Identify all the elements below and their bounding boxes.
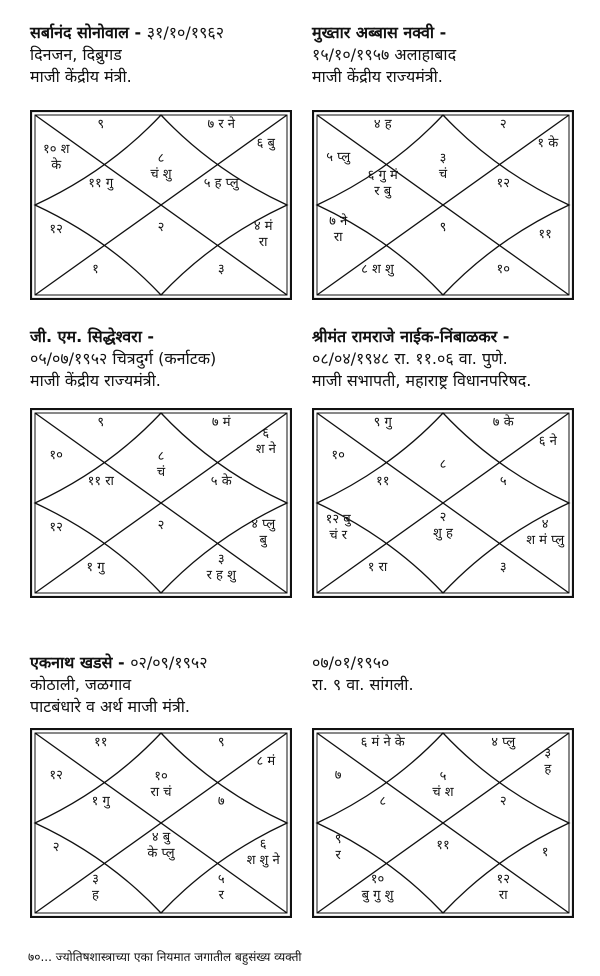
house-text: ७ ने — [329, 213, 348, 229]
house-text: ७ मं — [211, 415, 231, 431]
house-label — [538, 227, 552, 243]
house-text: ४ ह — [373, 117, 392, 133]
header-line-2: रा. ९ वा. सांगली. — [312, 675, 414, 694]
house-label — [251, 517, 275, 549]
house-label — [526, 517, 564, 549]
house-label — [43, 142, 70, 174]
header-line-1 — [30, 326, 320, 348]
house-label — [537, 136, 558, 152]
house-label — [49, 768, 63, 784]
house-planets: चं — [156, 465, 166, 480]
house-planets: रा — [498, 887, 508, 903]
house-label — [218, 262, 225, 278]
house-text: ९ — [97, 415, 105, 431]
house-label — [496, 262, 510, 278]
birth-date: ०७/०१/१९५० — [312, 653, 390, 672]
house-label — [49, 448, 63, 464]
house-label — [500, 794, 507, 810]
house-label — [218, 794, 225, 810]
house-label — [368, 168, 398, 200]
house-label — [212, 415, 231, 431]
house-text: ९ — [439, 219, 447, 235]
house-text: ६ बु — [256, 136, 275, 152]
person-name: जी. एम. सिद्धेश्वरा — [30, 327, 142, 346]
house-text: २ — [157, 219, 165, 235]
house-planets: रा चं — [150, 785, 172, 800]
house-text: १२ — [496, 871, 511, 887]
chart-grid — [30, 408, 292, 598]
house-text: ११ — [538, 227, 552, 243]
house-label — [207, 117, 235, 133]
house-text: ८ — [439, 457, 447, 472]
house-label — [94, 735, 108, 751]
chart-entry — [312, 22, 600, 322]
header-line-2: कोठाली, जळगाव — [30, 675, 132, 694]
house-text: १ — [92, 261, 99, 277]
header-line-1 — [312, 652, 600, 674]
page-footer: ७०... ज्योतिषशास्त्राच्या एका नियमात जगातील बहुसंख्य व्यक्ती — [28, 950, 302, 964]
house-planets: रा — [258, 235, 268, 251]
house-label — [433, 510, 453, 542]
house-planets: रा — [333, 229, 343, 245]
house-label — [158, 518, 165, 534]
header-line-2: ०५/०७/१९५२ चित्रदुर्ग (कर्नाटक) — [30, 349, 217, 368]
house-label — [440, 220, 447, 236]
house-label — [158, 220, 165, 236]
house-label — [496, 176, 510, 192]
header-line-2: १५/१०/१९५७ अलाहाबाद — [312, 45, 457, 64]
house-label — [329, 214, 347, 246]
chart-entry — [312, 652, 600, 952]
house-label — [326, 512, 351, 544]
chart-grid — [30, 110, 292, 300]
house-planets: बु गु शु — [361, 887, 394, 903]
house-text: ९ — [334, 831, 342, 847]
chart-entry — [30, 652, 320, 952]
header-line-3: माजी केंद्रीय मंत्री. — [30, 67, 132, 86]
house-label — [150, 151, 171, 183]
house-planets: श ने — [255, 442, 276, 458]
house-label — [207, 552, 236, 584]
house-label — [368, 560, 388, 576]
house-label — [544, 746, 551, 778]
house-text: २ — [52, 839, 60, 855]
house-label — [211, 474, 232, 490]
name-dash: - — [112, 653, 131, 672]
header-line-1 — [312, 22, 600, 44]
horoscope-chart — [30, 408, 292, 598]
birth-date: ३१/१०/१९६२ — [146, 23, 225, 42]
person-name: एकनाथ खडसे — [30, 653, 113, 672]
chart-entry — [312, 326, 600, 626]
house-label — [335, 768, 342, 784]
house-label — [88, 176, 113, 192]
house-label — [361, 735, 405, 751]
house-text: ३ — [499, 559, 507, 575]
house-text: ११ — [375, 474, 390, 490]
house-text: ७ के — [492, 415, 514, 431]
house-planets: र — [335, 847, 341, 863]
house-text: ५ ह प्लु — [203, 176, 239, 192]
name-dash: - — [141, 327, 155, 346]
house-planets: चं — [438, 167, 448, 182]
house-label — [92, 872, 99, 904]
house-text: ९ गु — [373, 415, 392, 431]
house-label — [254, 219, 273, 251]
entry-header — [312, 22, 600, 88]
chart-grid — [312, 728, 574, 918]
house-text: १० — [496, 261, 511, 277]
name-dash: - — [434, 23, 447, 42]
house-text: १२ — [49, 519, 63, 535]
house-label — [204, 176, 239, 192]
house-label — [331, 448, 345, 464]
chart-grid — [312, 110, 574, 300]
house-label — [49, 520, 63, 536]
house-planets: ह — [92, 887, 99, 903]
entry-header — [312, 652, 600, 696]
house-planets: के — [51, 157, 62, 173]
house-label — [53, 840, 60, 856]
person-name: श्रीमंत रामराजे नाईक-निंबाळकर — [312, 327, 498, 346]
house-label — [150, 769, 171, 801]
horoscope-chart — [30, 110, 292, 300]
house-label — [218, 735, 225, 751]
house-text: १० श — [42, 141, 70, 157]
house-label — [326, 150, 350, 166]
house-text: १० — [370, 871, 385, 887]
header-line-3: माजी केंद्रीय राज्यमंत्री. — [30, 371, 161, 390]
house-label — [88, 474, 114, 490]
header-line-1 — [312, 326, 600, 348]
house-text: १० — [49, 447, 63, 463]
house-text: ४ प्लु — [491, 735, 516, 751]
house-label — [97, 117, 104, 133]
house-text: ४ मं — [253, 219, 273, 235]
house-text: १ के — [537, 136, 559, 152]
house-planets: ह — [544, 762, 552, 778]
header-line-3: माजी केंद्रीय राज्यमंत्री. — [312, 67, 443, 86]
house-planets: र बु — [374, 184, 392, 200]
house-label — [361, 262, 394, 278]
house-label — [157, 449, 165, 481]
house-label — [92, 794, 110, 810]
house-label — [440, 457, 447, 473]
house-text: ६ — [262, 426, 270, 442]
house-text: ११ रा — [87, 474, 114, 490]
house-text: ८ — [157, 449, 165, 464]
house-label — [256, 426, 276, 458]
house-text: ६ — [259, 837, 267, 853]
house-text: ६ ने — [538, 434, 557, 450]
house-label — [500, 117, 507, 133]
house-label — [247, 837, 280, 869]
house-label — [335, 832, 342, 864]
house-text: ५ — [217, 871, 225, 887]
house-label — [257, 136, 275, 152]
house-text: १२ — [496, 176, 511, 192]
house-text: ९ — [217, 735, 225, 751]
house-text: ६ गु मं — [367, 168, 398, 184]
house-label — [432, 769, 453, 801]
house-text: १० — [154, 769, 168, 784]
house-text: ७ — [334, 767, 342, 783]
house-text: ८ मं — [256, 754, 276, 770]
name-dash: - — [128, 23, 147, 42]
horoscope-chart — [30, 728, 292, 918]
house-planets: र — [218, 887, 224, 903]
header-line-2: ०८/०४/१९४८ रा. ११.०६ वा. पुणे. — [312, 349, 508, 368]
chart-grid — [312, 408, 574, 598]
house-label — [539, 434, 557, 450]
house-text: १ गु — [86, 559, 105, 575]
house-text: ३ — [439, 151, 447, 166]
house-text: ९ — [97, 117, 105, 133]
house-text: ५ के — [210, 474, 232, 490]
house-text: ७ — [217, 794, 225, 810]
house-planets: र ह शु — [206, 567, 236, 583]
house-text: ४ प्लु — [251, 517, 276, 533]
house-planets: के प्लु — [147, 845, 175, 861]
name-dash: - — [497, 327, 510, 346]
header-line-3: माजी सभापती, महाराष्ट्र विधानपरिषद. — [312, 371, 532, 390]
house-text: ७ र ने — [207, 117, 236, 133]
house-label — [376, 474, 390, 490]
house-label — [374, 415, 392, 431]
house-label — [256, 754, 275, 770]
header-line-1 — [30, 22, 320, 44]
entry-header — [30, 22, 320, 88]
house-text: ५ — [499, 474, 507, 490]
house-text: ४ बु — [151, 829, 171, 845]
house-label — [493, 415, 514, 431]
person-name: मुख्तार अब्बास नक्वी — [312, 23, 435, 42]
person-name: सर्बानंद सोनोवाल — [30, 23, 129, 42]
house-label — [218, 872, 225, 904]
house-planets: श शु ने — [246, 853, 280, 869]
entry-header — [30, 652, 320, 718]
house-text: ६ मं ने के — [360, 735, 405, 751]
house-label — [362, 872, 394, 904]
house-text: २ — [499, 794, 507, 810]
header-line-2: दिनजन, दिब्रुगड — [30, 45, 122, 64]
house-text: २ — [157, 517, 165, 533]
house-text: १० — [331, 447, 345, 463]
house-label — [147, 830, 174, 862]
house-text: १२ बु — [325, 511, 351, 527]
house-label — [97, 415, 104, 431]
house-label — [374, 117, 392, 133]
house-text: ११ — [93, 735, 108, 751]
house-text: ८ श शु — [361, 261, 394, 277]
house-label — [379, 794, 386, 810]
house-planets: चं र — [329, 527, 348, 543]
house-planets: बु — [259, 533, 267, 549]
entry-header — [312, 326, 600, 392]
house-text: ४ — [541, 517, 549, 533]
house-label — [500, 560, 507, 576]
house-text: २ — [439, 509, 447, 525]
house-text: ८ — [379, 794, 387, 810]
horoscope-chart — [312, 408, 574, 598]
house-text: ८ — [157, 151, 165, 166]
chart-entry — [30, 22, 320, 322]
house-text: १ गु — [91, 794, 110, 810]
house-planets: चं श — [432, 785, 454, 800]
chart-entry — [30, 326, 320, 626]
house-label — [496, 872, 510, 904]
birth-date: ०२/०९/१९५२ — [130, 653, 208, 672]
house-text: ५ प्लु — [326, 149, 351, 165]
house-planets: चं शु — [150, 167, 172, 182]
header-line-1 — [30, 652, 320, 674]
horoscope-chart — [312, 110, 574, 300]
chart-grid — [30, 728, 292, 918]
house-text: ३ — [544, 746, 552, 762]
house-label — [439, 151, 447, 183]
house-text: १ — [541, 845, 549, 861]
house-label — [436, 838, 450, 854]
house-label — [500, 474, 507, 490]
house-text: ११ — [436, 837, 450, 853]
house-planets: शु ह — [433, 525, 453, 541]
house-text: ५ — [439, 769, 447, 784]
house-text: ११ गु — [88, 176, 114, 192]
header-line-3: पाटबंधारे व अर्थ माजी मंत्री. — [30, 697, 191, 716]
house-label — [92, 262, 99, 278]
entry-header — [30, 326, 320, 392]
house-planets: श मं प्लु — [526, 533, 565, 549]
house-text: ३ — [217, 261, 225, 277]
house-text: १२ — [49, 221, 63, 237]
house-label — [542, 845, 549, 861]
house-label — [491, 735, 515, 751]
house-text: ३ — [92, 871, 99, 887]
house-label — [49, 222, 63, 238]
house-label — [86, 560, 104, 576]
house-text: १२ — [49, 767, 63, 783]
house-text: १ रा — [367, 559, 388, 575]
house-text: २ — [499, 117, 507, 133]
horoscope-chart — [312, 728, 574, 918]
house-text: ३ — [217, 551, 225, 567]
